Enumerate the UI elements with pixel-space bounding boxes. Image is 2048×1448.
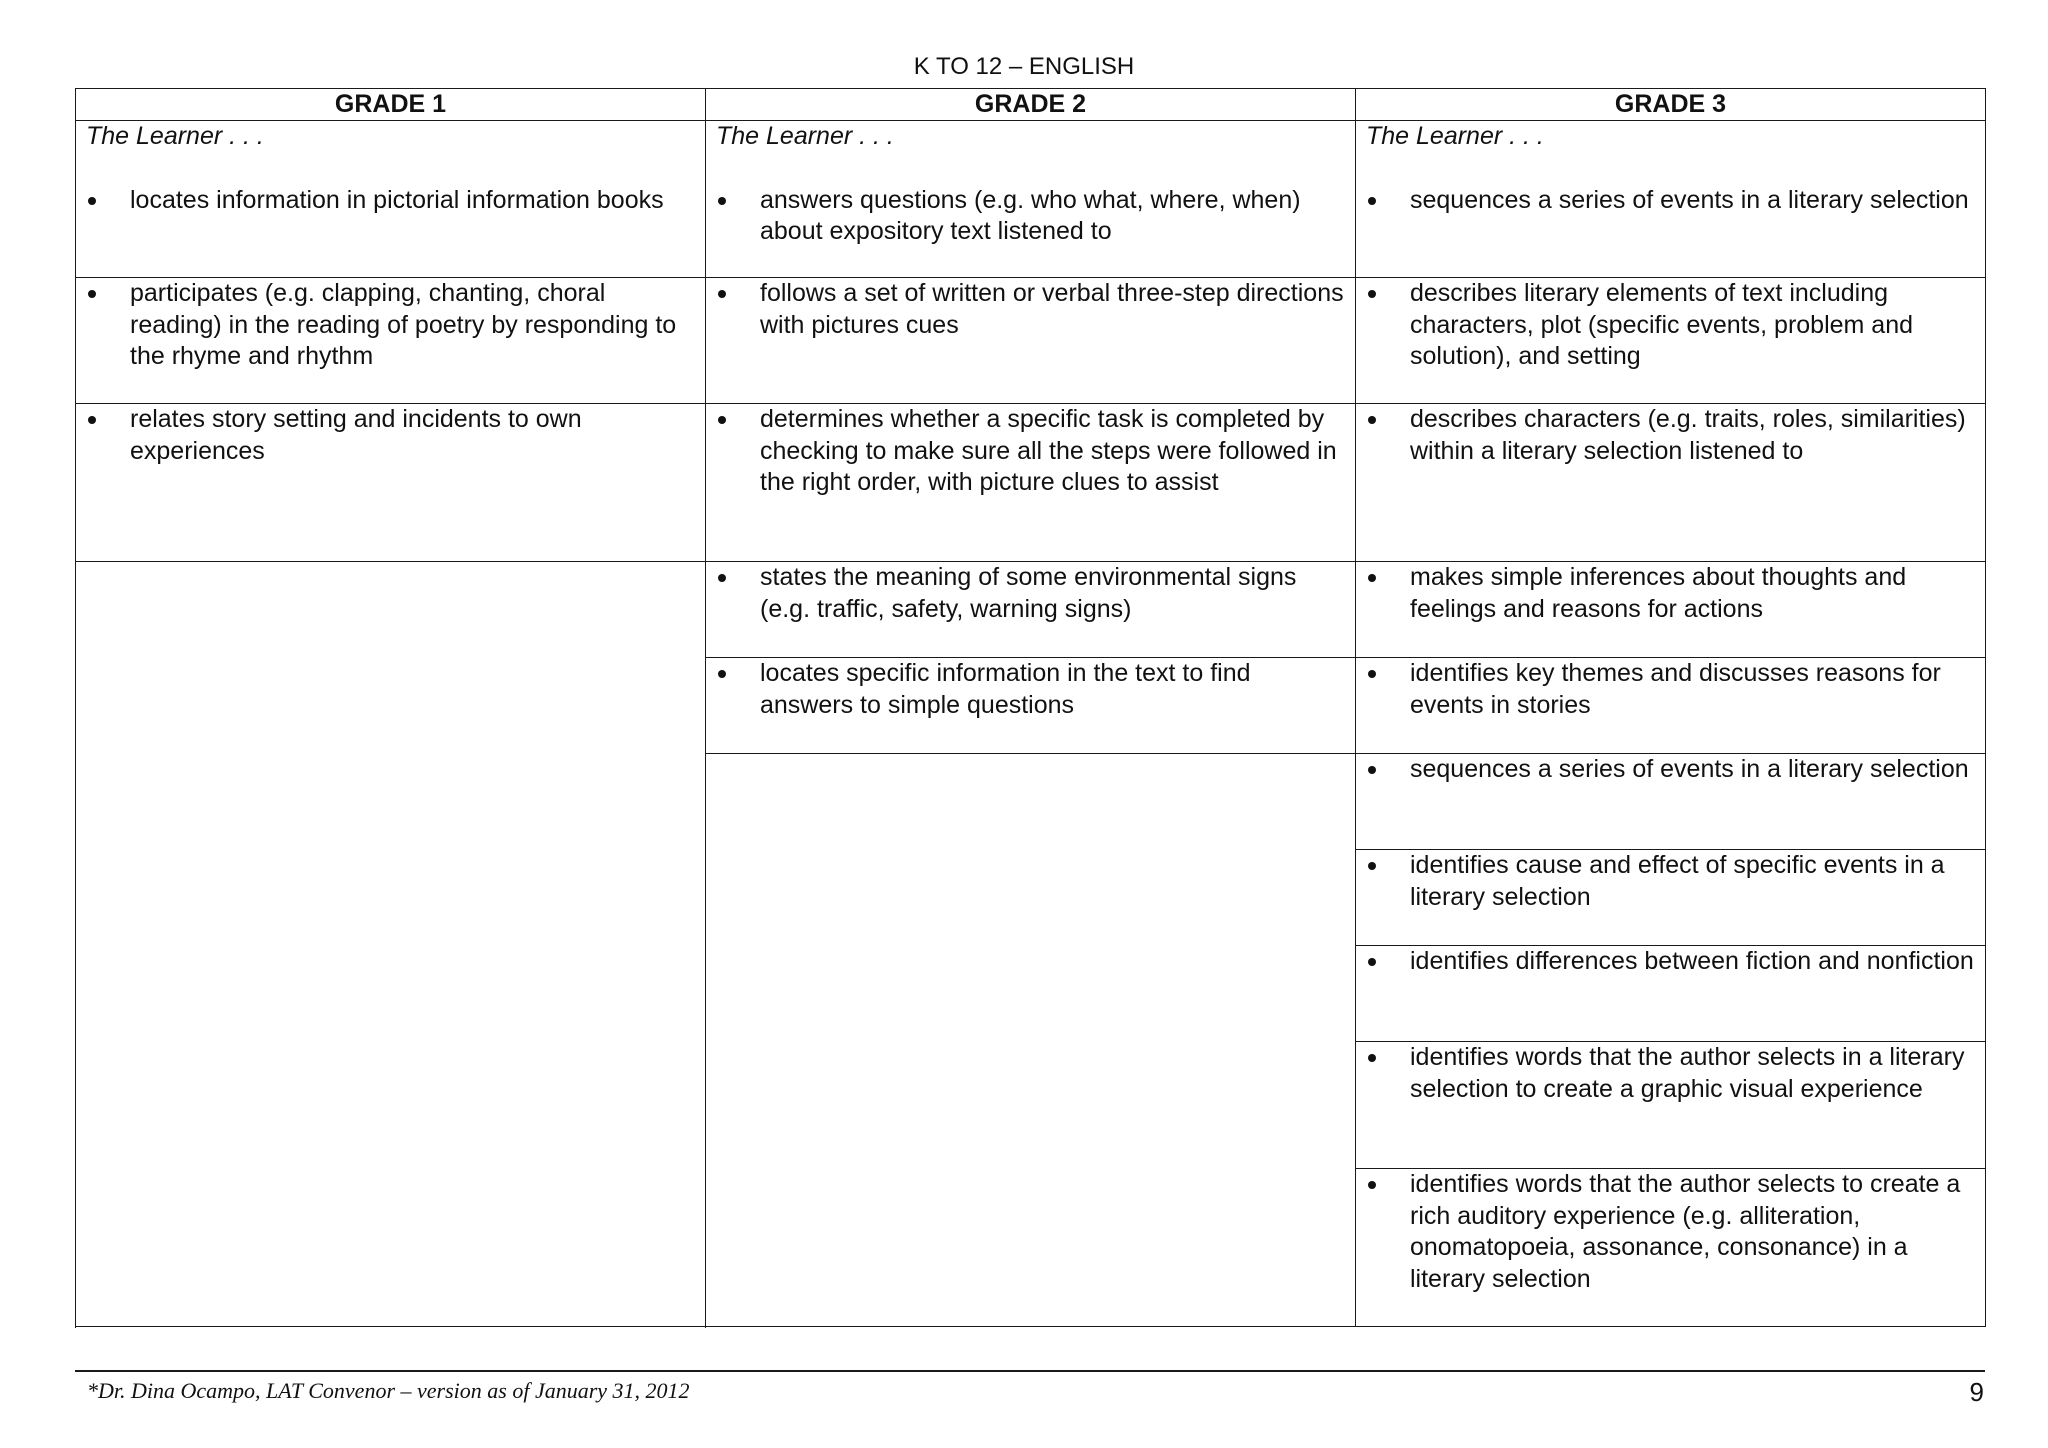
list-item: participates (e.g. clapping, chanting, choral reading) in the reading of poetry by responding to the rhyme and rhythm [86, 278, 695, 373]
learner-intro: The Learner . . . [86, 122, 264, 150]
bullet-icon [1368, 862, 1376, 870]
empty-cell [76, 562, 706, 1327]
competency-table [75, 88, 1986, 1327]
column-header-grade-1: GRADE 1 [76, 89, 706, 121]
list-item: makes simple inferences about thoughts and feelings and reasons for actions [1366, 562, 1975, 625]
list-item: identifies differences between fiction and nonfiction [1366, 946, 1975, 978]
bullet-icon [1368, 574, 1376, 582]
bullet-icon [1368, 1181, 1376, 1189]
table-cell [1356, 850, 1986, 946]
bullet-icon [718, 290, 726, 298]
table-row [76, 404, 1986, 562]
list-item: sequences a series of events in a literary selection [1366, 185, 1975, 217]
list-item: describes literary elements of text including characters, plot (specific events, problem and solution), and setting [1366, 278, 1975, 373]
column-header-grade-3: GRADE 3 [1356, 89, 1986, 121]
empty-cell [706, 754, 1356, 1327]
list-item: follows a set of written or verbal three-step directions with pictures cues [716, 278, 1345, 341]
page-number: 9 [1969, 1377, 1984, 1407]
footer-note: *Dr. Dina Ocampo, LAT Convenor – version as of January 31, 2012 [87, 1378, 690, 1403]
table-cell [1356, 754, 1986, 850]
table-row [76, 121, 1986, 278]
bullet-icon [1368, 958, 1376, 966]
bullet-icon [1368, 766, 1376, 774]
table-cell [1356, 121, 1986, 278]
list-item: locates information in pictorial information books [86, 185, 695, 217]
bullet-icon [1368, 670, 1376, 678]
table-cell [1356, 562, 1986, 658]
learner-intro: The Learner . . . [1366, 122, 1544, 150]
column-header-grade-2: GRADE 2 [706, 89, 1356, 121]
list-item: describes characters (e.g. traits, roles, similarities) within a literary selection listened to [1366, 404, 1975, 467]
footer-divider [75, 1370, 1985, 1372]
table-row [76, 562, 1986, 658]
table-cell [1356, 946, 1986, 1042]
table-cell [1356, 278, 1986, 404]
table-cell [1356, 404, 1986, 562]
list-item: locates specific information in the text to find answers to simple questions [716, 658, 1345, 721]
document-title: K TO 12 – ENGLISH [913, 53, 1135, 80]
table-cell [76, 404, 706, 562]
table-cell [1356, 658, 1986, 754]
list-item: identifies words that the author selects in a literary selection to create a graphic visual experience [1366, 1042, 1975, 1105]
learner-intro: The Learner . . . [716, 122, 894, 150]
table-cell [76, 278, 706, 404]
table-cell [706, 658, 1356, 754]
list-item: relates story setting and incidents to own experiences [86, 404, 695, 467]
list-item: identifies key themes and discusses reasons for events in stories [1366, 658, 1975, 721]
bullet-icon [88, 290, 96, 298]
bullet-icon [1368, 290, 1376, 298]
header-row [76, 89, 1986, 121]
list-item: identifies words that the author selects to create a rich auditory experience (e.g. alliteration, onomatopoeia, assonance, consonance) in a literary selection [1366, 1169, 1975, 1295]
table-cell [706, 278, 1356, 404]
bullet-icon [1368, 197, 1376, 205]
table-row [76, 278, 1986, 404]
table-cell [1356, 1042, 1986, 1169]
bullet-icon [718, 197, 726, 205]
list-item: determines whether a specific task is completed by checking to make sure all the steps were followed in the right order, with picture clues to assist [716, 404, 1345, 499]
table-cell [706, 404, 1356, 562]
table-cell [706, 562, 1356, 658]
list-item: answers questions (e.g. who what, where, when) about expository text listened to [716, 185, 1345, 248]
bullet-icon [88, 197, 96, 205]
table-cell [706, 121, 1356, 278]
table-cell [76, 121, 706, 278]
list-item: states the meaning of some environmental signs (e.g. traffic, safety, warning signs) [716, 562, 1345, 625]
list-item: identifies cause and effect of specific events in a literary selection [1366, 850, 1975, 913]
bullet-icon [718, 416, 726, 424]
bullet-icon [718, 670, 726, 678]
list-item: sequences a series of events in a literary selection [1366, 754, 1975, 786]
table-cell [1356, 1169, 1986, 1327]
bullet-icon [88, 416, 96, 424]
bullet-icon [1368, 1054, 1376, 1062]
bullet-icon [718, 574, 726, 582]
bullet-icon [1368, 416, 1376, 424]
